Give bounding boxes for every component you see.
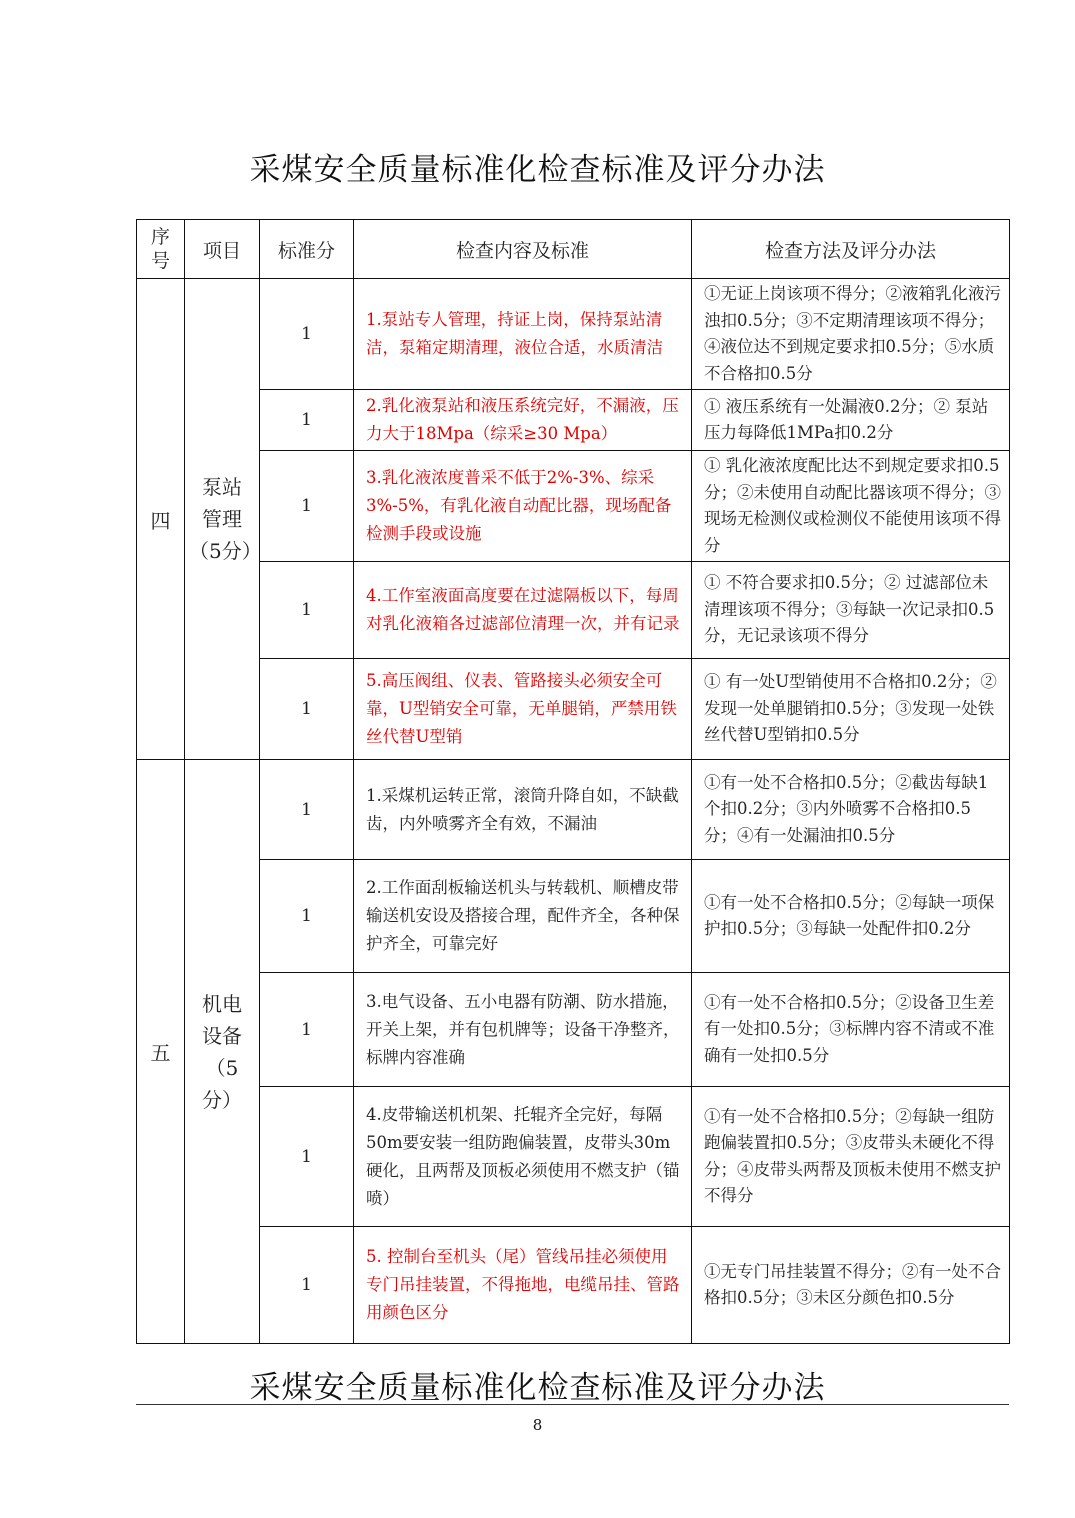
table-row	[137, 760, 1010, 860]
header-item: 项目	[185, 220, 260, 279]
header-score: 标准分	[260, 220, 354, 279]
row-method: ① 不符合要求扣0.5分；② 过滤部位未清理该项不得分；③每缺一次记录扣0.5分，无记录该项不得分	[692, 562, 1010, 659]
row-score: 1	[260, 562, 354, 659]
section-item: 机电 设备 （5 分）	[185, 760, 260, 1344]
header-content: 检查内容及标准	[354, 220, 692, 279]
row-score: 1	[260, 279, 354, 390]
table-row	[137, 659, 1010, 760]
document-title-repeat: 采煤安全质量标准化检查标准及评分办法	[249, 1370, 826, 1406]
section-seq: 四	[137, 279, 185, 760]
row-method: ①有一处不合格扣0.5分；②截齿每缺1个扣0.2分；③内外喷雾不合格扣0.5分；④有一处漏油扣0.5分	[692, 760, 1010, 860]
document-title: 采煤安全质量标准化检查标准及评分办法	[249, 152, 826, 188]
header-method: 检查方法及评分办法	[692, 220, 1010, 279]
row-score: 1	[260, 860, 354, 973]
row-method: ①有一处不合格扣0.5分；②每缺一组防跑偏装置扣0.5分；③皮带头未硬化不得分；④皮带头两帮及顶板未使用不燃支护不得分	[692, 1087, 1010, 1227]
row-content: 4.工作室液面高度要在过滤隔板以下，每周对乳化液箱各过滤部位清理一次，并有记录	[354, 562, 692, 659]
row-method: ①无证上岗该项不得分；②液箱乳化液污浊扣0.5分；③不定期清理该项不得分；④液位达不到规定要求扣0.5分；⑤水质不合格扣0.5分	[692, 279, 1010, 390]
row-content: 3.乳化液浓度普采不低于2%-3%、综采3%-5%，有乳化液自动配比器，现场配备检测手段或设施	[354, 451, 692, 562]
section-seq: 五	[137, 760, 185, 1344]
row-content: 3.电气设备、五小电器有防潮、防水措施，开关上架，并有包机牌等；设备干净整齐，标牌内容准确	[354, 973, 692, 1087]
row-score: 1	[260, 390, 354, 451]
row-method: ① 有一处U型销使用不合格扣0.2分；② 发现一处单腿销扣0.5分；③发现一处铁丝代替U型销扣0.5分	[692, 659, 1010, 760]
footer-divider	[136, 1404, 1009, 1405]
table-row	[137, 860, 1010, 973]
table-row	[137, 279, 1010, 390]
row-content: 1.泵站专人管理，持证上岗，保持泵站清洁，泵箱定期清理，液位合适，水质清洁	[354, 279, 692, 390]
row-method: ①有一处不合格扣0.5分；②每缺一项保护扣0.5分；③每缺一处配件扣0.2分	[692, 860, 1010, 973]
row-content: 5. 控制台至机头（尾）管线吊挂必须使用专门吊挂装置，不得拖地，电缆吊挂、管路用颜色区分	[354, 1227, 692, 1344]
row-score: 1	[260, 760, 354, 860]
row-content: 2.工作面刮板输送机头与转载机、顺槽皮带输送机安设及搭接合理，配件齐全，各种保护齐全，可靠完好	[354, 860, 692, 973]
row-content: 4.皮带输送机机架、托辊齐全完好，每隔50m要安装一组防跑偏装置，皮带头30m硬化，且两帮及顶板必须使用不燃支护（锚喷）	[354, 1087, 692, 1227]
row-content: 5.高压阀组、仪表、管路接头必须安全可靠，U型销安全可靠，无单腿销，严禁用铁丝代替U型销	[354, 659, 692, 760]
table-header-row	[137, 220, 1010, 279]
row-method: ①有一处不合格扣0.5分；②设备卫生差有一处扣0.5分；③标牌内容不清或不准确有一处扣0.5分	[692, 973, 1010, 1087]
section-item: 泵站 管理 （5分）	[185, 279, 260, 760]
page-number: 8	[532, 1416, 543, 1434]
row-score: 1	[260, 659, 354, 760]
row-score: 1	[260, 1227, 354, 1344]
table-row	[137, 562, 1010, 659]
table-row	[137, 1227, 1010, 1344]
row-content: 1.采煤机运转正常，滚筒升降自如，不缺截齿，内外喷雾齐全有效，不漏油	[354, 760, 692, 860]
row-score: 1	[260, 451, 354, 562]
row-method: ① 液压系统有一处漏液0.2分；② 泵站压力每降低1MPa扣0.2分	[692, 390, 1010, 451]
row-method: ① 乳化液浓度配比达不到规定要求扣0.5分；②未使用自动配比器该项不得分；③现场无检测仪或检测仪不能使用该项不得分	[692, 451, 1010, 562]
row-score: 1	[260, 1087, 354, 1227]
table-row	[137, 1087, 1010, 1227]
header-seq: 序 号	[137, 220, 185, 279]
table-row	[137, 451, 1010, 562]
row-content: 2.乳化液泵站和液压系统完好，不漏液，压力大于18Mpa（综采≥30 Mpa）	[354, 390, 692, 451]
inspection-standards-table	[136, 219, 1010, 1344]
table-row	[137, 973, 1010, 1087]
table-row	[137, 390, 1010, 451]
row-method: ①无专门吊挂装置不得分；②有一处不合格扣0.5分；③未区分颜色扣0.5分	[692, 1227, 1010, 1344]
row-score: 1	[260, 973, 354, 1087]
